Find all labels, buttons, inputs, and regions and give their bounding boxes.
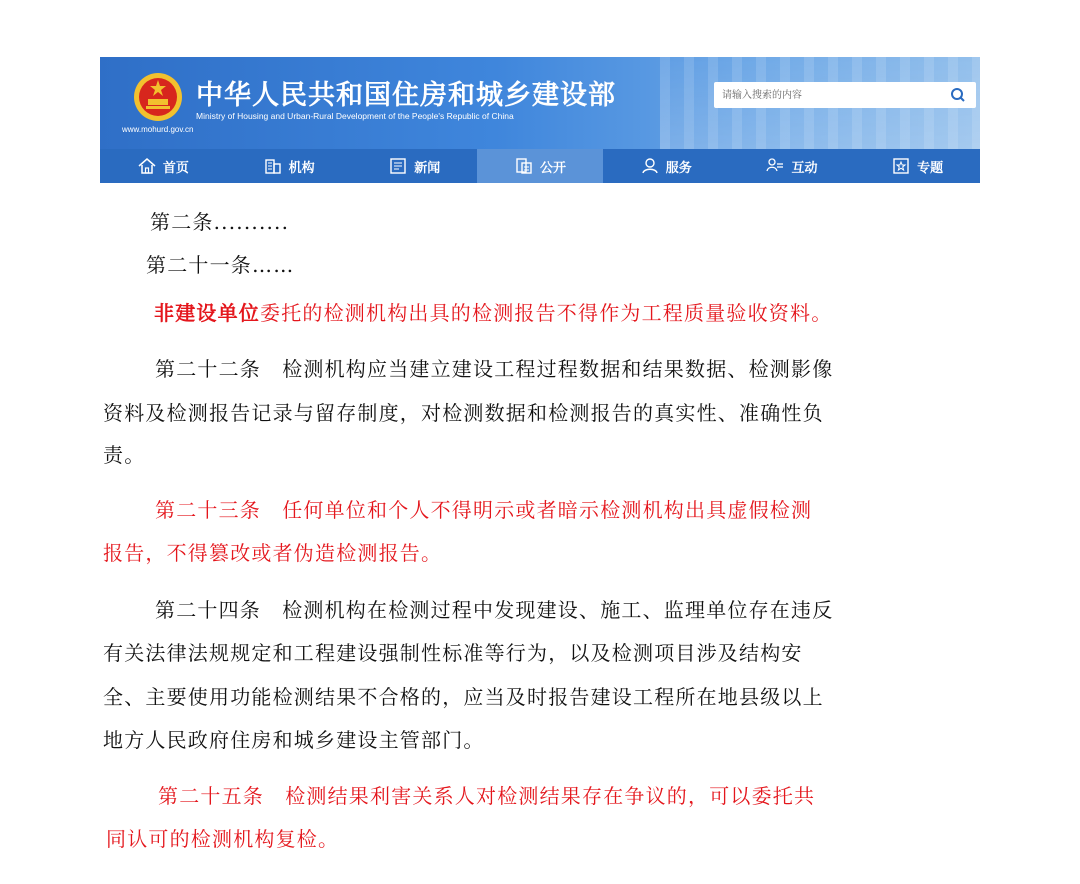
nav-item-institution[interactable]	[226, 149, 352, 183]
article-21-rest: 委托的检测机构出具的检测报告不得作为工程质量验收资料。	[260, 301, 833, 325]
article-24-line-3: 全、主要使用功能检测结果不合格的，应当及时报告建设工程所在地县级以上	[103, 685, 824, 709]
site-title: 中华人民共和国住房和城乡建设部	[196, 80, 616, 111]
search-box	[714, 82, 976, 108]
nav-item-home[interactable]	[100, 149, 226, 183]
article-24-line-1: 第二十四条 检测机构在检测过程中发现建设、施工、监理单位存在违反	[155, 598, 834, 622]
nav-item-label: 新闻	[414, 160, 441, 176]
nav-item-label: 服务	[665, 160, 692, 176]
site-subtitle: Ministry of Housing and Urban-Rural Development of the People's Republic of China	[196, 111, 514, 121]
nav-item-service[interactable]	[603, 149, 729, 183]
article-22-line-3: 责。	[103, 443, 146, 467]
interaction-icon	[765, 156, 785, 176]
article-25-line-1: 第二十五条 检测结果利害关系人对检测结果存在争议的，可以委托共	[158, 784, 816, 808]
article-22-line-1: 第二十二条 检测机构应当建立建设工程过程数据和结果数据、检测影像	[155, 357, 834, 381]
article-21-text	[154, 297, 832, 326]
national-emblem-icon	[132, 71, 184, 123]
main-nav	[100, 149, 980, 183]
site-banner	[100, 57, 980, 183]
article-23-line-1: 第二十三条 任何单位和个人不得明示或者暗示检测机构出具虚假检测	[155, 498, 813, 522]
article-21-heading: 第二十一条……	[146, 253, 295, 277]
news-icon	[388, 156, 408, 176]
nav-item-label: 公开	[540, 160, 567, 176]
nav-item-label: 首页	[162, 160, 189, 176]
nav-item-news[interactable]	[351, 149, 477, 183]
home-icon	[137, 156, 157, 176]
nav-item-interaction[interactable]	[729, 149, 855, 183]
nav-item-disclosure[interactable]	[477, 149, 603, 183]
article-25-line-2: 同认可的检测机构复检。	[106, 827, 340, 851]
topic-icon	[891, 156, 911, 176]
search-input[interactable]	[722, 82, 932, 108]
building-icon	[263, 156, 283, 176]
nav-item-topic[interactable]	[854, 149, 980, 183]
article-23-line-2: 报告，不得篡改或者伪造检测报告。	[103, 541, 443, 565]
article-2: 第二条..........	[150, 210, 290, 234]
nav-item-label: 专题	[917, 160, 944, 176]
nav-item-label: 机构	[288, 160, 315, 176]
nav-item-label: 互动	[791, 160, 818, 176]
article-24-line-2: 有关法律法规规定和工程建设强制性标准等行为，以及检测项目涉及结构安	[103, 641, 803, 665]
site-url[interactable]: www.mohurd.gov.cn	[122, 125, 194, 134]
emphasis-text: 非建设单位	[154, 301, 260, 325]
article-22-line-2: 资料及检测报告记录与留存制度，对检测数据和检测报告的真实性、准确性负	[103, 401, 824, 425]
service-icon	[640, 156, 660, 176]
disclosure-icon	[514, 156, 534, 176]
article-24-line-4: 地方人民政府住房和城乡建设主管部门。	[103, 728, 485, 752]
search-icon[interactable]	[950, 87, 966, 103]
